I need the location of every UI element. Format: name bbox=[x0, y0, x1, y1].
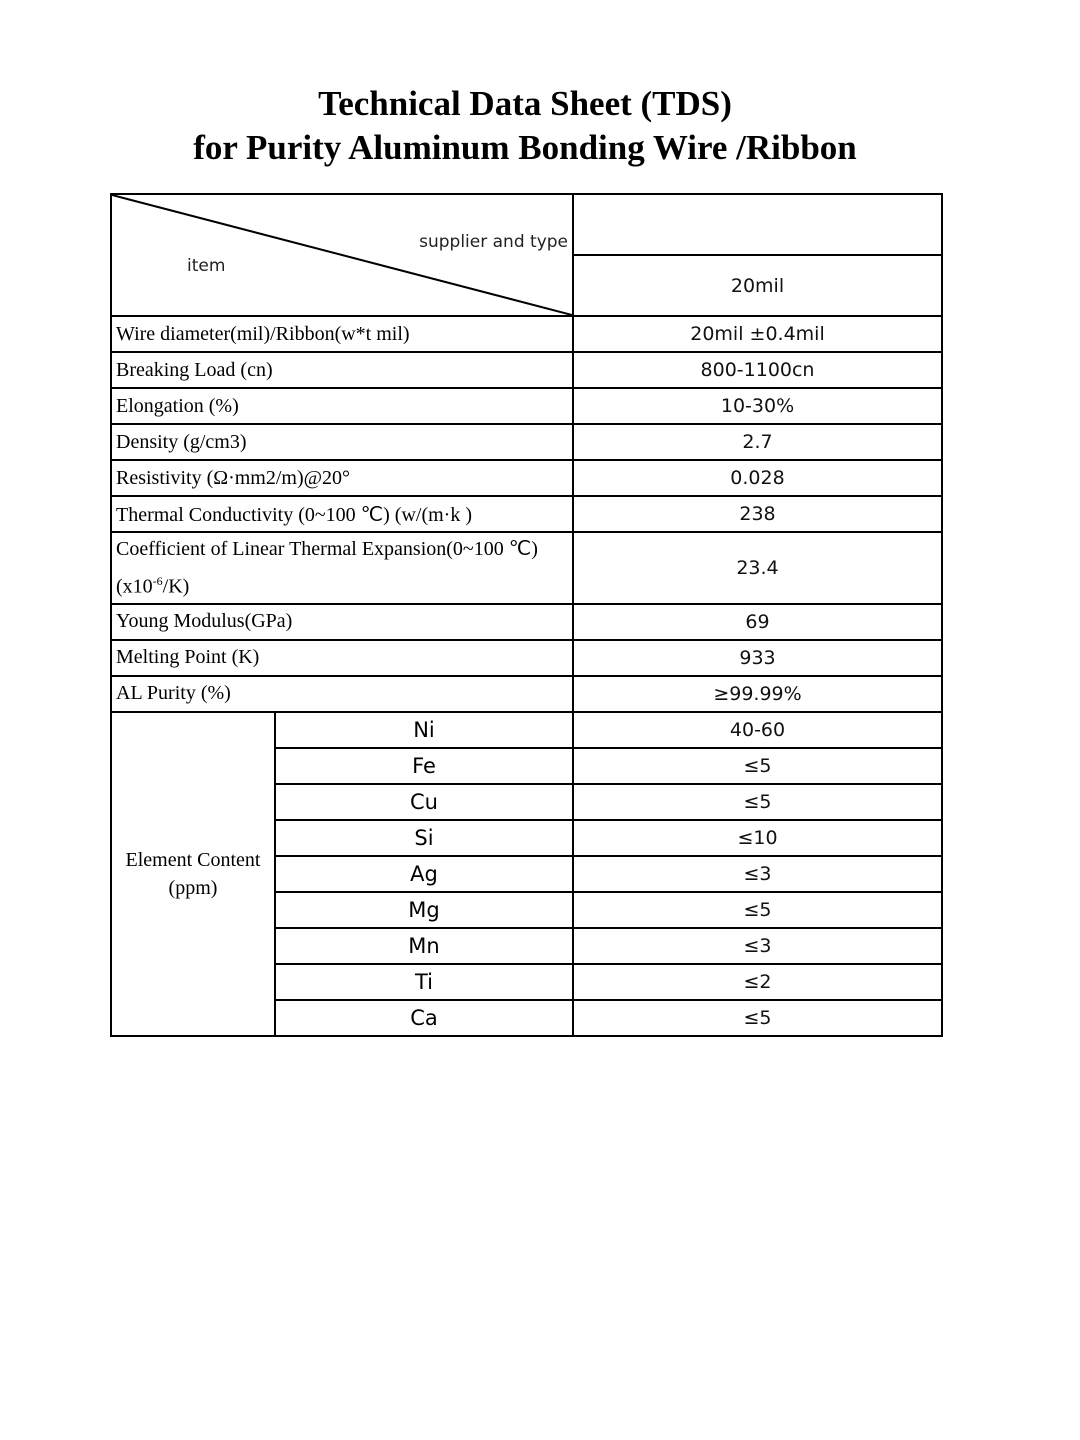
header-diagonal-cell bbox=[111, 194, 573, 316]
title-line-1: Technical Data Sheet (TDS) bbox=[318, 84, 732, 123]
cte-label-line-1: Coefficient of Linear Thermal Expansion(0~100 ℃) bbox=[116, 538, 538, 560]
element-name: Ca bbox=[275, 1000, 573, 1036]
element-name: Ti bbox=[275, 964, 573, 1000]
table-row bbox=[111, 316, 942, 352]
element-value: ≤3 bbox=[573, 928, 942, 964]
property-label: Thermal Conductivity (0~100 ℃) (w/(m·k ) bbox=[111, 496, 573, 532]
element-name: Ni bbox=[275, 712, 573, 748]
cte-label bbox=[111, 532, 573, 604]
table-row bbox=[111, 460, 942, 496]
element-value: 40-60 bbox=[573, 712, 942, 748]
table-row bbox=[111, 676, 942, 712]
table-row bbox=[111, 496, 942, 532]
element-value: ≤10 bbox=[573, 820, 942, 856]
property-value: 800-1100cn bbox=[573, 352, 942, 388]
title-line-2: for Purity Aluminum Bonding Wire /Ribbon bbox=[193, 128, 857, 167]
property-label: AL Purity (%) bbox=[111, 676, 573, 712]
property-label: Resistivity (Ω·mm2/m)@20° bbox=[111, 460, 573, 496]
table-row bbox=[111, 640, 942, 676]
property-label: Breaking Load (cn) bbox=[111, 352, 573, 388]
size-header-cell: 20mil bbox=[573, 255, 942, 316]
property-label: Elongation (%) bbox=[111, 388, 573, 424]
supplier-blank-cell bbox=[573, 194, 942, 255]
cte-label-suffix: /K) bbox=[162, 575, 190, 598]
element-value: ≤3 bbox=[573, 856, 942, 892]
property-label: Melting Point (K) bbox=[111, 640, 573, 676]
element-value: ≤5 bbox=[573, 748, 942, 784]
element-name: Mg bbox=[275, 892, 573, 928]
element-value: ≤5 bbox=[573, 784, 942, 820]
element-value: ≤5 bbox=[573, 1000, 942, 1036]
table-row bbox=[111, 604, 942, 640]
element-name: Si bbox=[275, 820, 573, 856]
table-row bbox=[111, 712, 942, 748]
element-value: ≤2 bbox=[573, 964, 942, 1000]
element-name: Mn bbox=[275, 928, 573, 964]
element-content-label: Element Content bbox=[125, 848, 261, 871]
cte-value: 23.4 bbox=[573, 532, 942, 604]
cte-label-prefix: (x10 bbox=[116, 575, 153, 598]
property-label: Young Modulus(GPa) bbox=[111, 604, 573, 640]
supplier-and-type-label: supplier and type bbox=[419, 232, 568, 252]
property-value: 20mil ±0.4mil bbox=[573, 316, 942, 352]
table-row bbox=[111, 424, 942, 460]
property-value: 2.7 bbox=[573, 424, 942, 460]
table-row bbox=[111, 532, 942, 604]
item-label: item bbox=[187, 256, 226, 276]
property-value: 10-30% bbox=[573, 388, 942, 424]
property-value: 69 bbox=[573, 604, 942, 640]
property-value: 238 bbox=[573, 496, 942, 532]
table-row bbox=[111, 352, 942, 388]
diagonal-divider-line bbox=[112, 195, 572, 315]
property-label: Density (g/cm3) bbox=[111, 424, 573, 460]
element-name: Ag bbox=[275, 856, 573, 892]
element-value: ≤5 bbox=[573, 892, 942, 928]
element-name: Cu bbox=[275, 784, 573, 820]
table-row bbox=[111, 388, 942, 424]
cte-label-exponent: -6 bbox=[152, 574, 163, 588]
tds-table bbox=[110, 193, 943, 1037]
property-label: Wire diameter(mil)/Ribbon(w*t mil) bbox=[111, 316, 573, 352]
property-value: 933 bbox=[573, 640, 942, 676]
element-content-unit: (ppm) bbox=[168, 876, 218, 899]
property-value: 0.028 bbox=[573, 460, 942, 496]
element-content-group-cell bbox=[111, 712, 275, 1036]
element-name: Fe bbox=[275, 748, 573, 784]
property-value: ≥99.99% bbox=[573, 676, 942, 712]
